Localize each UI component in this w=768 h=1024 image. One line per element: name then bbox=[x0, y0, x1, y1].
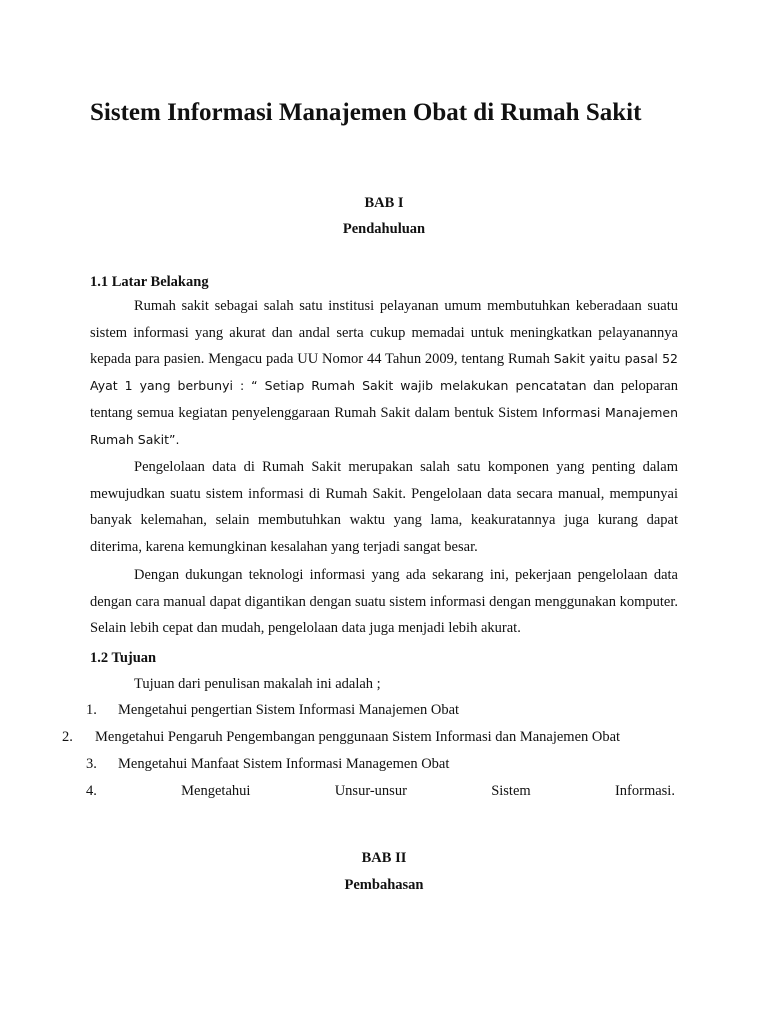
paragraph-latar-belakang-1 bbox=[90, 293, 678, 453]
bab-2-label: BAB II bbox=[361, 850, 407, 866]
paragraph-text: dan peloparan tentang semua kegiatan penyelenggaraan Rumah Sakit dalam bentuk Sistem bbox=[90, 378, 678, 421]
list-item-justified bbox=[86, 781, 675, 801]
document-title: Sistem Informasi Manajemen Obat di Rumah Sakit bbox=[90, 99, 642, 126]
list-word: Unsur-unsur bbox=[334, 783, 407, 799]
paragraph-latar-belakang-2: Pengelolaan data di Rumah Sakit merupakan salah satu komponen yang penting dalam mewujudkan suatu sistem informasi di Rumah Sakit. Pengelolaan data secara manual, mempunyai banyak kelemahan, selain membutuhkan waktu yang lama, keakuratannya juga kurang dapat diterima, karena kemungkinan kesalahan yang terjadi sangat besar. bbox=[90, 459, 678, 556]
list-item-text: Mengetahui Pengaruh Pengembangan penggunaan Sistem Informasi dan Manajemen Obat bbox=[95, 729, 621, 745]
bab-2-name: Pembahasan bbox=[344, 877, 424, 893]
law-quote-text: Sakit yaitu pasal 52 Ayat 1 yang berbunyi : “ Setiap Rumah Sakit wajib melakukan pencatatan bbox=[90, 351, 678, 394]
list-item bbox=[62, 727, 620, 747]
list-word: Informasi. bbox=[614, 783, 675, 799]
list-item bbox=[86, 754, 449, 774]
law-quote-end-text: Informasi Manajemen Rumah Sakit”. bbox=[90, 404, 678, 447]
section-heading-latar-belakang: 1.1 Latar Belakang bbox=[90, 274, 209, 290]
list-item-text: Mengetahui Manfaat Sistem Informasi Managemen Obat bbox=[118, 756, 450, 772]
bab-1-label: BAB I bbox=[364, 195, 404, 211]
list-item bbox=[86, 700, 459, 720]
section-heading-tujuan: 1.2 Tujuan bbox=[90, 650, 157, 666]
list-number: 3. bbox=[86, 756, 97, 772]
list-item-text: Mengetahui pengertian Sistem Informasi Manajemen Obat bbox=[118, 702, 460, 718]
paragraph-text: Rumah sakit sebagai salah satu institusi pelayanan umum membutuhkan keberadaan suatu sistem informasi yang akurat dan andal serta cukup memadai untuk meningkatkan pelayanannya kepada para pasien. Mengacu pada UU Nomor 44 Tahun 2009, tentang Rumah bbox=[90, 298, 678, 368]
list-number: 1. bbox=[86, 702, 97, 718]
tujuan-intro: Tujuan dari penulisan makalah ini adalah ; bbox=[134, 676, 381, 692]
list-number: 2. bbox=[62, 729, 73, 745]
list-word: Mengetahui bbox=[181, 783, 251, 799]
bab-1-name: Pendahuluan bbox=[342, 221, 426, 237]
paragraph-latar-belakang-3: Dengan dukungan teknologi informasi yang ada sekarang ini, pekerjaan pengelolaan data dengan cara manual dapat digantikan dengan suatu sistem informasi dengan menggunakan komputer. Selain lebih cepat dan mudah, pengelolaan data juga menjadi lebih akurat. bbox=[90, 567, 678, 637]
list-number: 4. bbox=[86, 783, 97, 799]
list-word: Sistem bbox=[491, 783, 531, 799]
